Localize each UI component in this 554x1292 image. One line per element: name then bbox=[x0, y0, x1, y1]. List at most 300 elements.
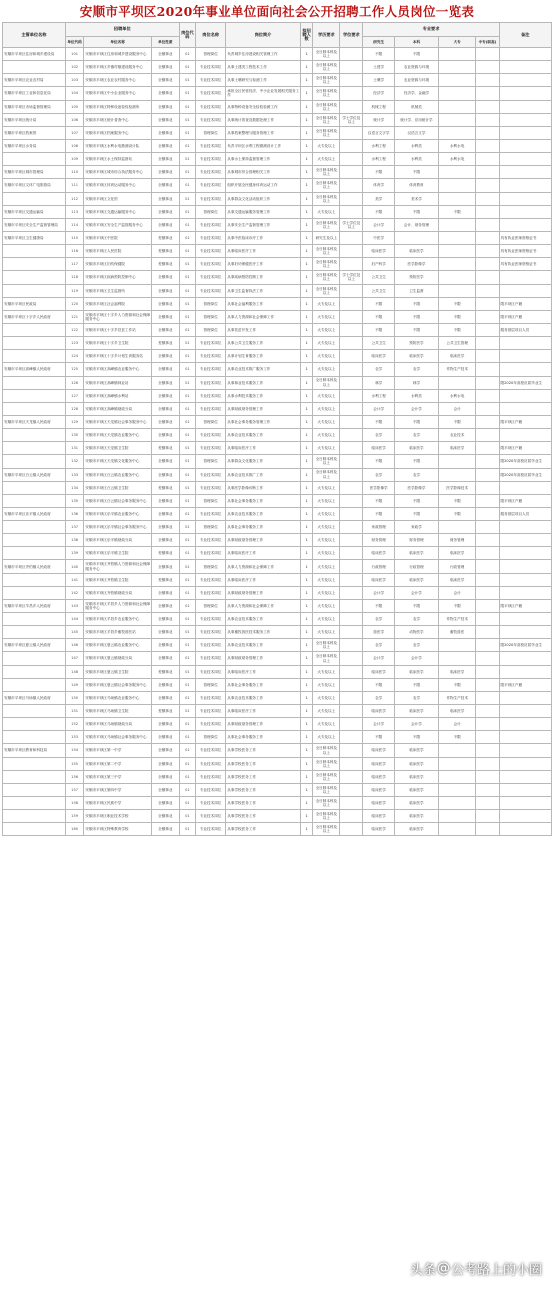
cell-post-name: 专业技术岗位 bbox=[196, 810, 226, 823]
cell-major-bachelor: 临床医学 bbox=[394, 350, 438, 363]
cell-note bbox=[499, 139, 551, 152]
cell-unit-name: 安顺市平坝区水土保持监督站 bbox=[84, 153, 151, 166]
cell-unit-code: 141 bbox=[65, 573, 84, 586]
table-row bbox=[3, 258, 552, 271]
cell-post-desc: 从事水利技术服务工作 bbox=[226, 389, 300, 402]
cell-note bbox=[499, 126, 551, 139]
cell-major-college: 临床医学 bbox=[439, 705, 476, 718]
cell-post-name: 专业技术岗位 bbox=[196, 271, 226, 284]
cell-post-code: 01 bbox=[179, 337, 195, 350]
cell-agency bbox=[3, 521, 66, 534]
cell-major-secondary bbox=[476, 389, 499, 402]
table-row bbox=[3, 573, 552, 586]
cell-note bbox=[499, 113, 551, 126]
table-body bbox=[3, 48, 552, 836]
cell-agency bbox=[3, 442, 66, 455]
cell-major-grad: 水利工程 bbox=[363, 153, 394, 166]
cell-unit-nature: 全额事业 bbox=[151, 678, 179, 691]
cell-degree bbox=[340, 534, 363, 547]
cell-post-desc: 从事农业技术服务工作 bbox=[226, 429, 300, 442]
cell-agency bbox=[3, 192, 66, 205]
cell-major-secondary bbox=[476, 626, 499, 639]
cell-edu: 大专及以上 bbox=[313, 481, 340, 494]
cell-post-code: 01 bbox=[179, 810, 195, 823]
cell-unit-nature: 全额事业 bbox=[151, 402, 179, 415]
cell-post-code: 01 bbox=[179, 323, 195, 336]
cell-unit-nature: 全额事业 bbox=[151, 192, 179, 205]
cell-unit-nature: 全额事业 bbox=[151, 586, 179, 599]
cell-major-grad: 不限 bbox=[363, 455, 394, 468]
cell-unit-nature: 全额事业 bbox=[151, 744, 179, 757]
cell-edu: 全日制本科及以上 bbox=[313, 74, 340, 87]
cell-post-desc: 从事临床医疗工作 bbox=[226, 547, 300, 560]
cell-edu: 全日制本科及以上 bbox=[313, 770, 340, 783]
cell-major-secondary bbox=[476, 284, 499, 297]
cell-edu: 大专及以上 bbox=[313, 323, 340, 336]
cell-edu: 大专及以上 bbox=[313, 705, 340, 718]
cell-degree bbox=[340, 770, 363, 783]
cell-agency bbox=[3, 626, 66, 639]
cell-degree bbox=[340, 757, 363, 770]
cell-edu: 全日制本科及以上 bbox=[313, 218, 340, 231]
cell-major-secondary bbox=[476, 639, 499, 652]
cell-degree bbox=[340, 153, 363, 166]
cell-note bbox=[499, 573, 551, 586]
cell-note: 限平坝区户籍 bbox=[499, 494, 551, 507]
cell-edu: 大专及以上 bbox=[313, 429, 340, 442]
cell-num: 1 bbox=[300, 613, 313, 626]
cell-edu: 全日制本科及以上 bbox=[313, 48, 340, 61]
cell-note bbox=[499, 218, 551, 231]
cell-num: 1 bbox=[300, 258, 313, 271]
cell-unit-code: 106 bbox=[65, 113, 84, 126]
cell-post-desc: 从事学校医务工作 bbox=[226, 823, 300, 836]
cell-edu: 大专及以上 bbox=[313, 731, 340, 744]
cell-unit-name: 安顺市平坝区十字乡人力资源和社会保障服务中心 bbox=[84, 310, 151, 323]
cell-note: 限平坝区户籍 bbox=[499, 442, 551, 455]
cell-num: 1 bbox=[300, 691, 313, 704]
cell-num: 1 bbox=[300, 823, 313, 836]
cell-num: 1 bbox=[300, 179, 313, 192]
header-recruit-unit: 招聘单位 bbox=[65, 23, 179, 37]
cell-agency bbox=[3, 652, 66, 665]
cell-post-name: 专业技术岗位 bbox=[196, 783, 226, 796]
cell-major-bachelor: 农学 bbox=[394, 613, 438, 626]
cell-degree bbox=[340, 100, 363, 113]
cell-major-secondary bbox=[476, 613, 499, 626]
cell-post-code: 01 bbox=[179, 205, 195, 218]
cell-note bbox=[499, 429, 551, 442]
cell-note bbox=[499, 166, 551, 179]
cell-post-desc: 从事财政财务管理工作 bbox=[226, 652, 300, 665]
cell-unit-name: 安顺市平坝区人民医院 bbox=[84, 245, 151, 258]
cell-post-desc: 从事农业技术推广服务工作 bbox=[226, 363, 300, 376]
cell-degree bbox=[340, 481, 363, 494]
cell-major-secondary bbox=[476, 770, 499, 783]
cell-agency: 安顺市平坝区马场镇人民政府 bbox=[3, 691, 66, 704]
cell-major-grad: 临床医学 bbox=[363, 573, 394, 586]
table-row bbox=[3, 245, 552, 258]
cell-num: 1 bbox=[300, 429, 313, 442]
cell-unit-nature: 全额事业 bbox=[151, 87, 179, 100]
cell-degree bbox=[340, 350, 363, 363]
cell-degree bbox=[340, 665, 363, 678]
cell-major-bachelor: 不限 bbox=[394, 323, 438, 336]
cell-unit-nature: 全额事业 bbox=[151, 770, 179, 783]
cell-post-name: 专业技术岗位 bbox=[196, 74, 226, 87]
cell-agency: 安顺市平坝区交通运输局 bbox=[3, 205, 66, 218]
cell-unit-code: 112 bbox=[65, 192, 84, 205]
cell-unit-name: 安顺市平坝区住房和城乡建设服务中心 bbox=[84, 48, 151, 61]
cell-edu: 全日制本科及以上 bbox=[313, 179, 340, 192]
cell-unit-name: 安顺市平坝区中小企业服务中心 bbox=[84, 87, 151, 100]
cell-major-bachelor: 临床医学 bbox=[394, 245, 438, 258]
cell-post-name: 专业技术岗位 bbox=[196, 402, 226, 415]
cell-unit-nature: 差额事业 bbox=[151, 481, 179, 494]
cell-major-college: 临床医学 bbox=[439, 665, 476, 678]
cell-post-name: 专业技术岗位 bbox=[196, 113, 226, 126]
cell-unit-code: 107 bbox=[65, 126, 84, 139]
cell-post-name: 管理岗位 bbox=[196, 731, 226, 744]
cell-major-secondary bbox=[476, 87, 499, 100]
cell-post-name: 专业技术岗位 bbox=[196, 639, 226, 652]
cell-major-secondary bbox=[476, 534, 499, 547]
cell-agency: 安顺市平坝区农业农村局 bbox=[3, 74, 66, 87]
cell-unit-name: 安顺市平坝区社会福利院 bbox=[84, 297, 151, 310]
cell-unit-code: 125 bbox=[65, 363, 84, 376]
cell-post-code: 01 bbox=[179, 218, 195, 231]
cell-major-college: 不限 bbox=[439, 297, 476, 310]
cell-num: 1 bbox=[300, 415, 313, 428]
cell-major-grad: 临床医学 bbox=[363, 705, 394, 718]
cell-edu: 全日制本科及以上 bbox=[313, 271, 340, 284]
cell-note bbox=[499, 100, 551, 113]
cell-agency: 安顺市平坝区统计局 bbox=[3, 113, 66, 126]
cell-unit-code: 132 bbox=[65, 455, 84, 468]
cell-unit-name: 安顺市平坝区马场镇财政分局 bbox=[84, 718, 151, 731]
cell-post-name: 管理岗位 bbox=[196, 415, 226, 428]
cell-note bbox=[499, 153, 551, 166]
table-row bbox=[3, 376, 552, 389]
cell-degree bbox=[340, 613, 363, 626]
cell-major-secondary bbox=[476, 718, 499, 731]
cell-agency: 安顺市平坝区十字乡人民政府 bbox=[3, 310, 66, 323]
cell-num: 1 bbox=[300, 337, 313, 350]
cell-major-grad: 会计学 bbox=[363, 402, 394, 415]
cell-note: 限2020年高校应届毕业生 bbox=[499, 468, 551, 481]
cell-post-desc: 从事农业技术服务工作 bbox=[226, 691, 300, 704]
cell-agency: 安顺市平坝区高峰镇人民政府 bbox=[3, 363, 66, 376]
cell-post-code: 01 bbox=[179, 507, 195, 520]
cell-degree bbox=[340, 507, 363, 520]
cell-degree bbox=[340, 573, 363, 586]
cell-edu: 大专及以上 bbox=[313, 626, 340, 639]
cell-major-grad: 农学 bbox=[363, 613, 394, 626]
table-row bbox=[3, 271, 552, 284]
table-row bbox=[3, 783, 552, 796]
cell-agency bbox=[3, 337, 66, 350]
cell-post-desc: 从事财政财务管理工作 bbox=[226, 718, 300, 731]
cell-agency: 安顺市平坝区白云镇人民政府 bbox=[3, 468, 66, 481]
cell-post-code: 01 bbox=[179, 481, 195, 494]
cell-post-desc: 从事统计普查及数据处理工作 bbox=[226, 113, 300, 126]
cell-agency: 安顺市平坝区安全生产监督管理局 bbox=[3, 218, 66, 231]
cell-unit-name: 安顺市平坝区白云镇卫生院 bbox=[84, 481, 151, 494]
cell-unit-name: 安顺市平坝区夏云镇社会事务服务中心 bbox=[84, 678, 151, 691]
table-row bbox=[3, 179, 552, 192]
cell-major-college: 农业技术 bbox=[439, 429, 476, 442]
cell-edu: 全日制本科及以上 bbox=[313, 455, 340, 468]
cell-post-code: 01 bbox=[179, 718, 195, 731]
cell-unit-code: 121 bbox=[65, 310, 84, 323]
cell-major-college bbox=[439, 113, 476, 126]
cell-post-code: 01 bbox=[179, 613, 195, 626]
cell-major-bachelor: 医学影像学 bbox=[394, 481, 438, 494]
table-row bbox=[3, 652, 552, 665]
cell-unit-name: 安顺市平坝区羊昌乡畜牧兽医站 bbox=[84, 626, 151, 639]
cell-post-desc: 从事妇幼保健医疗工作 bbox=[226, 258, 300, 271]
cell-post-desc: 从事人力资源和社会保障工作 bbox=[226, 310, 300, 323]
cell-major-secondary bbox=[476, 297, 499, 310]
cell-num: 1 bbox=[300, 205, 313, 218]
cell-num: 1 bbox=[300, 705, 313, 718]
cell-post-name: 管理岗位 bbox=[196, 126, 226, 139]
cell-agency: 安顺市平坝区档案馆 bbox=[3, 126, 66, 139]
cell-unit-nature: 差额事业 bbox=[151, 258, 179, 271]
cell-post-code: 01 bbox=[179, 455, 195, 468]
cell-post-desc: 从事人力资源和社会保障工作 bbox=[226, 560, 300, 573]
cell-note bbox=[499, 350, 551, 363]
cell-unit-nature: 全额事业 bbox=[151, 731, 179, 744]
cell-post-name: 专业技术岗位 bbox=[196, 534, 226, 547]
cell-major-grad: 不限 bbox=[363, 297, 394, 310]
cell-num: 1 bbox=[300, 166, 313, 179]
cell-major-grad: 兽医学 bbox=[363, 626, 394, 639]
cell-major-bachelor: 农学 bbox=[394, 639, 438, 652]
cell-major-grad: 财务管理 bbox=[363, 534, 394, 547]
cell-unit-nature: 全额事业 bbox=[151, 455, 179, 468]
cell-num: 1 bbox=[300, 231, 313, 244]
cell-post-name: 专业技术岗位 bbox=[196, 337, 226, 350]
cell-post-name: 专业技术岗位 bbox=[196, 573, 226, 586]
cell-note bbox=[499, 284, 551, 297]
cell-note: 限平坝区户籍 bbox=[499, 415, 551, 428]
cell-major-grad: 不限 bbox=[363, 323, 394, 336]
cell-unit-code: 148 bbox=[65, 665, 84, 678]
cell-note bbox=[499, 626, 551, 639]
cell-major-secondary bbox=[476, 823, 499, 836]
cell-num: 1 bbox=[300, 363, 313, 376]
cell-major-secondary bbox=[476, 573, 499, 586]
cell-edu: 全日制本科及以上 bbox=[313, 113, 340, 126]
cell-major-secondary bbox=[476, 153, 499, 166]
cell-major-grad: 体育学 bbox=[363, 179, 394, 192]
cell-unit-name: 安顺市平坝区文化馆 bbox=[84, 192, 151, 205]
cell-major-bachelor: 临床医学 bbox=[394, 770, 438, 783]
cell-major-college: 会计 bbox=[439, 718, 476, 731]
cell-post-name: 专业技术岗位 bbox=[196, 613, 226, 626]
cell-post-name: 专业技术岗位 bbox=[196, 284, 226, 297]
cell-unit-code: 115 bbox=[65, 231, 84, 244]
cell-unit-nature: 差额事业 bbox=[151, 547, 179, 560]
cell-edu: 大专及以上 bbox=[313, 363, 340, 376]
cell-post-code: 01 bbox=[179, 626, 195, 639]
cell-unit-name: 安顺市平坝区羊昌乡人力资源和社会保障服务中心 bbox=[84, 599, 151, 612]
cell-num: 1 bbox=[300, 468, 313, 481]
header-post-name: 岗位名称 bbox=[196, 23, 226, 48]
cell-post-name: 专业技术岗位 bbox=[196, 389, 226, 402]
cell-major-grad: 农学 bbox=[363, 429, 394, 442]
cell-degree bbox=[340, 61, 363, 74]
cell-note bbox=[499, 74, 551, 87]
cell-major-college bbox=[439, 87, 476, 100]
cell-major-secondary bbox=[476, 521, 499, 534]
table-row bbox=[3, 126, 552, 139]
cell-post-desc: 从事城市综合管理相关工作 bbox=[226, 166, 300, 179]
header-unit-nature: 单位性质 bbox=[151, 37, 179, 48]
cell-post-desc: 负责城乡住房建设相关管理工作 bbox=[226, 48, 300, 61]
cell-edu: 大专及以上 bbox=[313, 718, 340, 731]
cell-unit-nature: 差额事业 bbox=[151, 573, 179, 586]
cell-post-desc: 从事临床医疗工作 bbox=[226, 442, 300, 455]
cell-major-bachelor: 会计学 bbox=[394, 402, 438, 415]
cell-major-grad: 临床医学 bbox=[363, 783, 394, 796]
table-row bbox=[3, 87, 552, 100]
cell-edu: 全日制本科及以上 bbox=[313, 783, 340, 796]
cell-num: 1 bbox=[300, 481, 313, 494]
cell-post-desc: 从事交通运输服务管理工作 bbox=[226, 205, 300, 218]
cell-post-name: 专业技术岗位 bbox=[196, 218, 226, 231]
cell-unit-code: 144 bbox=[65, 613, 84, 626]
cell-post-desc: 从事特种设备安全检验检测工作 bbox=[226, 100, 300, 113]
cell-major-college bbox=[439, 100, 476, 113]
cell-post-desc: 从事临床医疗工作 bbox=[226, 573, 300, 586]
table-row bbox=[3, 139, 552, 152]
cell-degree bbox=[340, 166, 363, 179]
cell-num: 1 bbox=[300, 547, 313, 560]
cell-num: 1 bbox=[300, 376, 313, 389]
cell-major-college bbox=[439, 74, 476, 87]
cell-unit-nature: 全额事业 bbox=[151, 310, 179, 323]
cell-post-desc: 从事社会事务服务工作 bbox=[226, 731, 300, 744]
cell-major-grad: 行政管理 bbox=[363, 560, 394, 573]
cell-edu: 大专及以上 bbox=[313, 153, 340, 166]
cell-unit-name: 安顺市平坝区统计普查中心 bbox=[84, 113, 151, 126]
cell-post-desc: 从事社会事务服务工作 bbox=[226, 521, 300, 534]
cell-unit-name: 安顺市平坝区天龙镇卫生院 bbox=[84, 442, 151, 455]
cell-major-bachelor: 会计学 bbox=[394, 718, 438, 731]
cell-unit-nature: 全额事业 bbox=[151, 599, 179, 612]
cell-major-secondary bbox=[476, 245, 499, 258]
cell-edu: 全日制本科及以上 bbox=[313, 468, 340, 481]
cell-post-code: 01 bbox=[179, 639, 195, 652]
table-row bbox=[3, 744, 552, 757]
cell-unit-nature: 全额事业 bbox=[151, 297, 179, 310]
cell-unit-name: 安顺市平坝区体育运动服务中心 bbox=[84, 179, 151, 192]
cell-major-college bbox=[439, 770, 476, 783]
cell-agency bbox=[3, 258, 66, 271]
cell-major-grad: 不限 bbox=[363, 678, 394, 691]
cell-unit-code: 101 bbox=[65, 48, 84, 61]
cell-degree bbox=[340, 823, 363, 836]
cell-degree: 学士学位及以上 bbox=[340, 271, 363, 284]
cell-major-bachelor: 水利类 bbox=[394, 153, 438, 166]
cell-major-secondary bbox=[476, 731, 499, 744]
cell-major-secondary bbox=[476, 744, 499, 757]
cell-num: 1 bbox=[300, 297, 313, 310]
cell-post-name: 管理岗位 bbox=[196, 560, 226, 573]
cell-major-bachelor: 农学 bbox=[394, 691, 438, 704]
cell-unit-nature: 全额事业 bbox=[151, 376, 179, 389]
cell-major-college: 作物生产技术 bbox=[439, 613, 476, 626]
cell-post-desc: 从事林业技术服务工作 bbox=[226, 376, 300, 389]
cell-post-code: 01 bbox=[179, 783, 195, 796]
cell-major-college bbox=[439, 271, 476, 284]
cell-degree: 学士学位及以上 bbox=[340, 113, 363, 126]
cell-unit-name: 安顺市平坝区妇幼保健院 bbox=[84, 258, 151, 271]
cell-unit-code: 131 bbox=[65, 442, 84, 455]
cell-post-desc: 从事计划生育服务工作 bbox=[226, 350, 300, 363]
cell-note bbox=[499, 547, 551, 560]
cell-post-code: 01 bbox=[179, 389, 195, 402]
table-row bbox=[3, 599, 552, 612]
cell-major-grad: 临床医学 bbox=[363, 744, 394, 757]
cell-post-code: 01 bbox=[179, 100, 195, 113]
cell-note bbox=[499, 363, 551, 376]
header-post-desc: 岗位简介 bbox=[226, 23, 300, 48]
watermark bbox=[410, 1259, 542, 1278]
cell-unit-nature: 全额事业 bbox=[151, 415, 179, 428]
cell-unit-name: 安顺市平坝区档案服务中心 bbox=[84, 126, 151, 139]
cell-unit-name: 安顺市平坝区农业农村服务中心 bbox=[84, 74, 151, 87]
cell-post-name: 专业技术岗位 bbox=[196, 586, 226, 599]
cell-unit-code: 118 bbox=[65, 271, 84, 284]
cell-agency bbox=[3, 718, 66, 731]
cell-unit-nature: 全额事业 bbox=[151, 139, 179, 152]
cell-unit-code: 108 bbox=[65, 139, 84, 152]
table-row bbox=[3, 823, 552, 836]
table-row bbox=[3, 402, 552, 415]
cell-post-desc: 从事学校医务工作 bbox=[226, 810, 300, 823]
cell-major-bachelor: 农业资源与环境 bbox=[394, 61, 438, 74]
cell-degree bbox=[340, 691, 363, 704]
cell-major-bachelor: 财务管理 bbox=[394, 534, 438, 547]
cell-agency: 安顺市平坝区夏云镇人民政府 bbox=[3, 639, 66, 652]
cell-unit-name: 安顺市平坝区高峰镇财政分局 bbox=[84, 402, 151, 415]
cell-unit-name: 安顺市平坝区齐伯镇卫生院 bbox=[84, 573, 151, 586]
table-row bbox=[3, 613, 552, 626]
cell-agency bbox=[3, 429, 66, 442]
cell-major-secondary bbox=[476, 402, 499, 415]
cell-post-code: 01 bbox=[179, 770, 195, 783]
cell-num: 1 bbox=[300, 797, 313, 810]
cell-post-name: 管理岗位 bbox=[196, 310, 226, 323]
cell-post-name: 专业技术岗位 bbox=[196, 744, 226, 757]
cell-post-code: 01 bbox=[179, 797, 195, 810]
cell-degree bbox=[340, 205, 363, 218]
cell-edu: 大专及以上 bbox=[313, 573, 340, 586]
cell-post-code: 01 bbox=[179, 231, 195, 244]
cell-num: 1 bbox=[300, 245, 313, 258]
cell-major-bachelor bbox=[394, 231, 438, 244]
cell-major-grad: 临床医学 bbox=[363, 442, 394, 455]
cell-post-code: 01 bbox=[179, 87, 195, 100]
cell-edu: 大专及以上 bbox=[313, 678, 340, 691]
cell-unit-code: 133 bbox=[65, 468, 84, 481]
table-row bbox=[3, 74, 552, 87]
cell-post-name: 专业技术岗位 bbox=[196, 258, 226, 271]
table-row bbox=[3, 297, 552, 310]
